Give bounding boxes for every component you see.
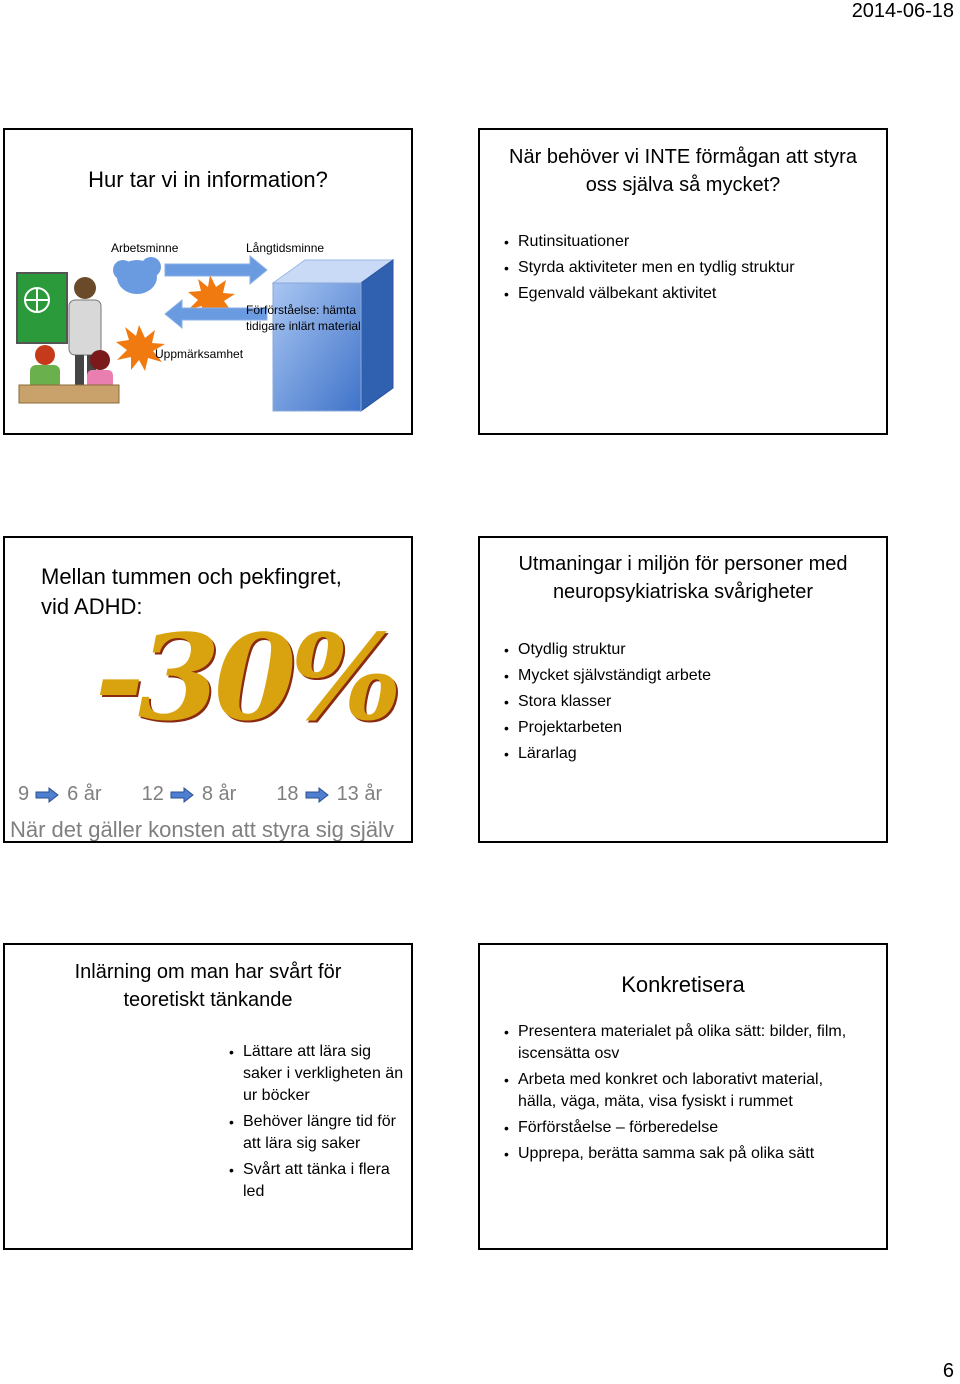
age-equivalent: 13 år	[336, 783, 383, 805]
label-uppmarksamhet: Uppmärksamhet	[155, 347, 244, 361]
slide-3	[3, 536, 413, 843]
age-actual: 9	[18, 783, 30, 805]
list-item: • Stora klasser	[504, 691, 874, 713]
arrow-right-icon	[305, 787, 329, 803]
age-equivalent: 8 år	[201, 783, 237, 805]
list-item: • Behöver längre tid för att lära sig saker	[229, 1111, 409, 1155]
list-item: • Lättare att lära sig saker i verkligheten än ur böcker	[229, 1041, 409, 1107]
arrow-to-long-term-icon	[165, 256, 267, 284]
label-langtidsminne: Långtidsminne	[246, 241, 325, 255]
label-arbetsminne: Arbetsminne	[111, 241, 179, 255]
list-item: • Styrda aktiviteter men en tydlig struktur	[504, 257, 874, 279]
arrow-right-icon	[170, 787, 194, 803]
slide-4	[478, 536, 888, 843]
age-actual: 18	[276, 783, 299, 805]
list-item: • Förförståelse – förberedelse	[504, 1117, 854, 1139]
list-item: • Svårt att tänka i flera led	[229, 1159, 409, 1203]
slide-1	[3, 128, 413, 435]
arrow-right-icon	[35, 787, 59, 803]
slide-5-bullet-list	[229, 1041, 409, 1207]
slide-3-title-line-2: vid ADHD:	[41, 594, 143, 619]
slide-2	[478, 128, 888, 435]
minus-30-percent-graphic: -30%	[95, 608, 397, 747]
slide-5-title-line-2: teoretiskt tänkande	[123, 989, 293, 1011]
chalkboard-icon	[17, 273, 67, 343]
cloud-icon	[113, 257, 161, 294]
document-date: 2014-06-18	[851, 0, 954, 22]
slide-6-title: Konkretisera	[621, 972, 745, 997]
slide-2-bullet-list	[504, 231, 874, 309]
students-illustration	[19, 345, 119, 403]
label-forforstaelse-1: Förförståelse: hämta	[246, 303, 357, 317]
list-item: • Lärarlag	[504, 743, 874, 765]
slide-3-title-line-1: Mellan tummen och pekfingret,	[41, 564, 342, 589]
slide-2-title-line-1: När behöver vi INTE förmågan att styra	[509, 146, 857, 168]
slide-1-title: Hur tar vi in information?	[88, 167, 328, 192]
age-comparison-row	[18, 783, 382, 806]
list-item: • Rutinsituationer	[504, 231, 874, 253]
slide-4-title-line-1: Utmaningar i miljön för personer med	[518, 553, 848, 575]
list-item: • Arbeta med konkret och laborativt material, hälla, väga, mäta, visa fysiskt i rummet	[504, 1069, 854, 1113]
slide-5-title-line-1: Inlärning om man har svårt för	[74, 961, 342, 983]
long-term-memory-box	[273, 260, 393, 411]
list-item: • Upprepa, berätta samma sak på olika sätt	[504, 1143, 854, 1165]
age-actual: 12	[141, 783, 164, 805]
slide-6-bullet-list	[504, 1021, 854, 1169]
slide-4-bullet-list	[504, 639, 874, 769]
slide-3-caption: När det gäller konsten att styra sig själv	[10, 817, 394, 842]
list-item: • Otydlig struktur	[504, 639, 874, 661]
list-item: • Presentera materialet på olika sätt: bilder, film, iscensätta osv	[504, 1021, 854, 1065]
slide-6	[478, 943, 888, 1250]
age-equivalent: 6 år	[67, 783, 102, 805]
label-forforstaelse-2: tidigare inlärt material	[246, 319, 361, 333]
list-item: • Egenvald välbekant aktivitet	[504, 283, 874, 305]
slide-4-title-line-2: neuropsykiatriska svårigheter	[552, 581, 814, 603]
list-item: • Projektarbeten	[504, 717, 874, 739]
slide-5	[3, 943, 413, 1250]
page-number: 6	[942, 1360, 954, 1382]
memory-diagram	[5, 130, 413, 435]
slide-2-title-line-2: oss själva så mycket?	[585, 174, 781, 196]
list-item: • Mycket självständigt arbete	[504, 665, 874, 687]
